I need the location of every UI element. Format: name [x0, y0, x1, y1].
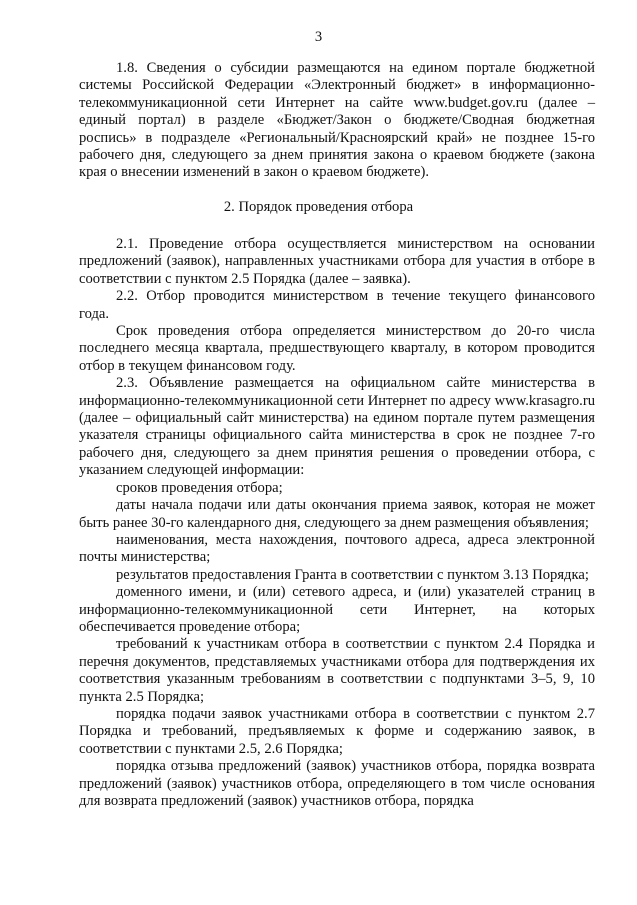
page-number: 3	[314, 29, 323, 45]
paragraph-deadline: Срок проведения отбора определяется министерством до 20-го числа последнего месяца квартала, предшествующего кварталу, в котором проводится отбор в текущем финансовом году.	[79, 323, 595, 374]
paragraph-2-3: 2.3. Объявление размещается на официальном сайте министерства в информационно-телекоммуникационной сети Интернет по адресу www.krasagro.ru (далее – официальный сайт министерства) на едином портале путем размещения указателя страницы официального сайта министерства в срок не позднее 7-го рабочего дня, следующего за днем принятия решения о проведении отбора, с указанием следующей информации:	[79, 375, 595, 479]
list-item: доменного имени, и (или) сетевого адреса, и (или) указателей страниц в информационно-телекоммуникационной сети Интернет, на которых обеспечивается проведение отбора;	[79, 584, 595, 635]
list-item: даты начала подачи или даты окончания приема заявок, которая не может быть ранее 30-го календарного дня, следующего за днем размещения объявления;	[79, 497, 595, 531]
paragraph-2-2: 2.2. Отбор проводится министерством в течение текущего финансового года.	[79, 288, 595, 322]
paragraph-2-1: 2.1. Проведение отбора осуществляется министерством на основании предложений (заявок), направленных участниками отбора для участия в отборе в соответствии с пунктом 2.5 Порядка (далее – заявка).	[79, 236, 595, 287]
list-item: порядка отзыва предложений (заявок) участников отбора, порядка возврата предложений (заявок) участников отбора, определяющего в том числе основания для возврата предложений (заявок) участников отбора, порядка	[79, 758, 595, 809]
list-item: результатов предоставления Гранта в соответствии с пунктом 3.13 Порядка;	[116, 566, 589, 583]
list-item: требований к участникам отбора в соответствии с пунктом 2.4 Порядка и перечня документов, представляемых участниками отбора для подтверждения их соответствия указанным требованиям в соответствии с подпунктами 3–5, 9, 10 пункта 2.5 Порядка;	[79, 636, 595, 705]
section-2-text	[79, 236, 595, 810]
section-heading: 2. Порядок проведения отбора	[223, 199, 414, 215]
list-item: порядка подачи заявок участниками отбора в соответствии с пунктом 2.7 Порядка и требований, предъявляемых к форме и содержанию заявок, в соответствии с пунктами 2.5, 2.6 Порядка;	[79, 705, 595, 757]
section-1-text	[79, 60, 595, 182]
list-item: сроков проведения отбора;	[116, 479, 283, 496]
list-item: наименования, места нахождения, почтового адреса, адреса электронной почты министерства;	[79, 531, 595, 566]
paragraph-1-8: 1.8. Сведения о субсидии размещаются на едином портале бюджетной системы Российской Федерации «Электронный бюджет» в информационно-телекоммуникационной сети Интернет на сайте www.budget.gov.ru (далее – единый портал) в разделе «Бюджет/Закон о бюджете/Сводная бюджетная роспись» в подразделе «Региональный/Красноярский край» не позднее 15-го рабочего дня, следующего за днем принятия закона о краевом бюджете (закона края о внесении изменений в закон о краевом бюджете).	[79, 60, 595, 181]
